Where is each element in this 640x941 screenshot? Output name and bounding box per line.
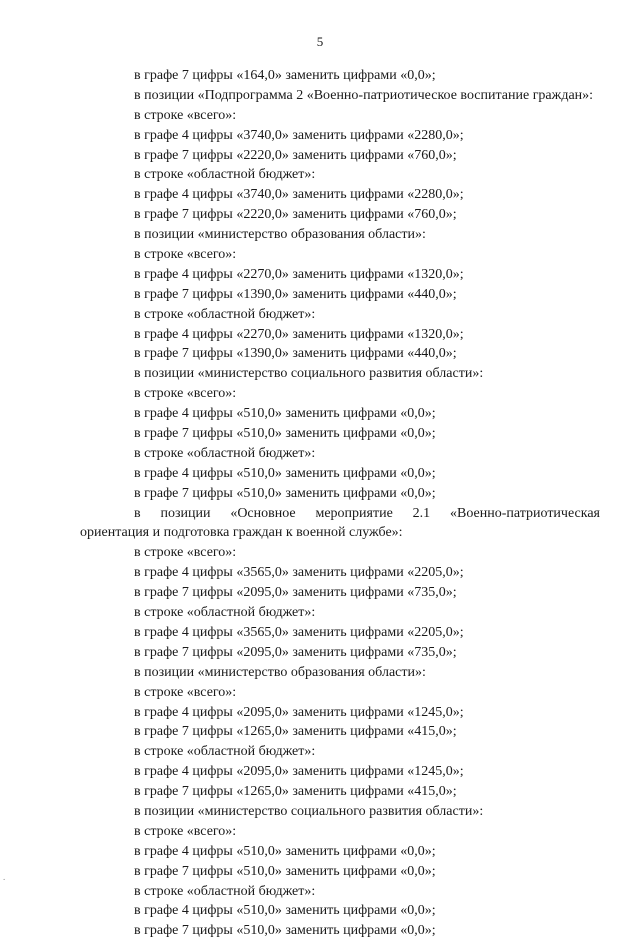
text-line: в позиции «министерство социального развития области»: xyxy=(134,803,484,819)
text-line: в строке «всего»: xyxy=(134,247,237,263)
text-line: в строке «всего»: xyxy=(134,386,237,402)
text-line: в строке «областной бюджет»: xyxy=(134,883,316,899)
text-line: в графе 7 цифры «2095,0» заменить цифрами «735,0»; xyxy=(134,585,457,601)
text-line: в графе 4 цифры «510,0» заменить цифрами «0,0»; xyxy=(134,903,436,919)
text-line: в позиции «министерство социального развития области»: xyxy=(134,366,484,382)
text-line: в позиции «министерство образования области»: xyxy=(134,227,426,243)
page-number: 5 xyxy=(316,34,324,49)
text-line: в строке «всего»: xyxy=(134,107,237,123)
text-line: в графе 4 цифры «2270,0» заменить цифрами «1320,0»; xyxy=(134,326,464,342)
text-line: в строке «областной бюджет»: xyxy=(134,167,316,183)
text-line: в графе 7 цифры «1265,0» заменить цифрами «415,0»; xyxy=(134,724,457,740)
text-line: в графе 7 цифры «1265,0» заменить цифрами «415,0»; xyxy=(134,784,457,800)
text-line: в позиции «министерство образования области»: xyxy=(134,664,426,680)
text-line-justified: в позиции «Основное мероприятие 2.1 «Военно-патриотическая xyxy=(134,505,600,521)
text-line: в графе 4 цифры «2095,0» заменить цифрами «1245,0»; xyxy=(134,704,464,720)
text-line: в строке «областной бюджет»: xyxy=(134,605,316,621)
document-body xyxy=(80,66,600,941)
text-line: в графе 4 цифры «510,0» заменить цифрами «0,0»; xyxy=(134,406,436,422)
text-line: в графе 4 цифры «510,0» заменить цифрами «0,0»; xyxy=(134,465,436,481)
text-line: в графе 7 цифры «2095,0» заменить цифрами «735,0»; xyxy=(134,644,457,660)
text-line: в графе 7 цифры «510,0» заменить цифрами «0,0»; xyxy=(134,863,436,879)
text-line: в строке «всего»: xyxy=(134,823,237,839)
text-line: в графе 4 цифры «3740,0» заменить цифрами «2280,0»; xyxy=(134,127,464,143)
text-line: в графе 4 цифры «2270,0» заменить цифрами «1320,0»; xyxy=(134,266,464,282)
text-line: в графе 4 цифры «3565,0» заменить цифрами «2205,0»; xyxy=(134,565,464,581)
text-line: в графе 7 цифры «1390,0» заменить цифрами «440,0»; xyxy=(134,286,457,302)
text-line: в графе 7 цифры «164,0» заменить цифрами «0,0»; xyxy=(134,68,436,83)
text-line: в позиции «Подпрограмма 2 «Военно-патриотическое воспитание граждан»: xyxy=(134,87,594,103)
text-line: в графе 7 цифры «510,0» заменить цифрами «0,0»; xyxy=(134,923,436,939)
text-line: в графе 4 цифры «3740,0» заменить цифрами «2280,0»; xyxy=(134,187,464,203)
text-line: в графе 7 цифры «1390,0» заменить цифрами «440,0»; xyxy=(134,346,457,362)
text-line: в графе 7 цифры «510,0» заменить цифрами «0,0»; xyxy=(134,426,436,442)
text-line: в графе 7 цифры «2220,0» заменить цифрами «760,0»; xyxy=(134,207,457,223)
text-line-continuation: ориентация и подготовка граждан к военной службе»: xyxy=(80,525,403,541)
text-line: в графе 7 цифры «2220,0» заменить цифрами «760,0»; xyxy=(134,147,457,163)
text-line: в графе 4 цифры «3565,0» заменить цифрами «2205,0»; xyxy=(134,624,464,640)
text-line: в строке «всего»: xyxy=(134,545,237,561)
text-line: в строке «областной бюджет»: xyxy=(134,744,316,760)
margin-mark: . xyxy=(3,872,6,882)
text-line: в строке «областной бюджет»: xyxy=(134,306,316,322)
text-line: в строке «областной бюджет»: xyxy=(134,445,316,461)
text-line: в строке «всего»: xyxy=(134,684,237,700)
text-line: в графе 4 цифры «510,0» заменить цифрами «0,0»; xyxy=(134,843,436,859)
text-line: в графе 4 цифры «2095,0» заменить цифрами «1245,0»; xyxy=(134,764,464,780)
text-line: в графе 7 цифры «510,0» заменить цифрами «0,0»; xyxy=(134,485,436,501)
